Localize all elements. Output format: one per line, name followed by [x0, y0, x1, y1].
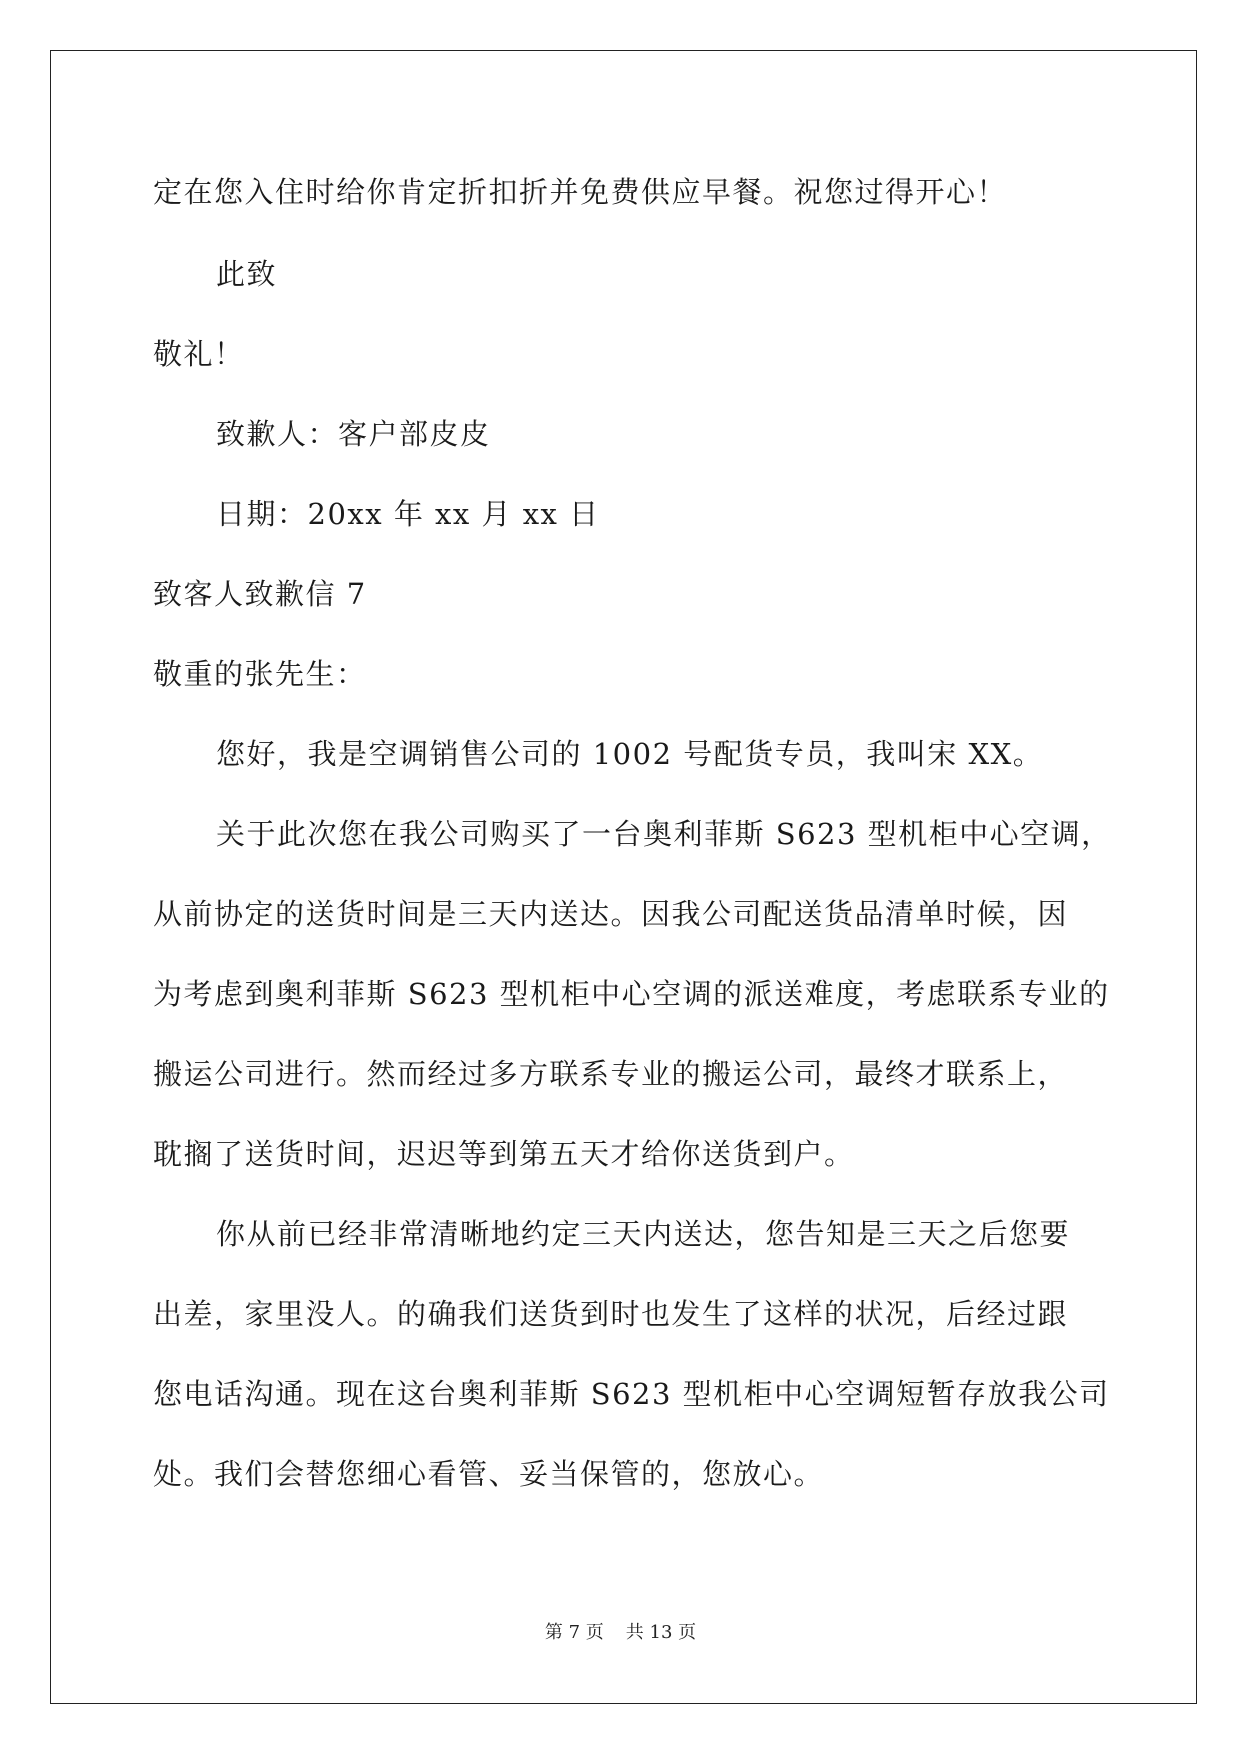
paragraph-2-line-2: 从前协定的送货时间是三天内送达。因我公司配送货品清单时候，因 [153, 897, 1069, 931]
paragraph-3-line-3: 您电话沟通。现在这台奥利菲斯 S623 型机柜中心空调短暂存放我公司 [153, 1377, 1110, 1411]
paragraph-2-line-5: 耽搁了送货时间，迟迟等到第五天才给你送货到户。 [153, 1137, 855, 1171]
paragraph-2-line-1: 关于此次您在我公司购买了一台奥利菲斯 S623 型机柜中心空调， [216, 817, 1112, 851]
paragraph-3-line-4: 处。我们会替您细心看管、妥当保管的，您放心。 [153, 1457, 825, 1491]
section-heading: 致客人致歉信 7 [153, 577, 367, 611]
paragraph-3-line-1: 你从前已经非常清晰地约定三天内送达，您告知是三天之后您要 [216, 1217, 1071, 1251]
paragraph-2-line-4: 搬运公司进行。然而经过多方联系专业的搬运公司，最终才联系上， [153, 1057, 1069, 1091]
page-footer [0, 1621, 1241, 1645]
paragraph-2-line-3: 为考虑到奥利菲斯 S623 型机柜中心空调的派送难度，考虑联系专业的 [153, 977, 1110, 1011]
paragraph-intro: 您好，我是空调销售公司的 1002 号配货专员，我叫宋 XX。 [216, 737, 1044, 771]
date-line: 日期：20xx 年 xx 月 xx 日 [216, 497, 600, 531]
letter-greeting: 敬重的张先生： [153, 657, 367, 691]
body-line-1: 定在您入住时给你肯定折扣折并免费供应早餐。祝您过得开心！ [153, 175, 1008, 209]
page-number: 第 7 页 [544, 1622, 604, 1643]
signature-line: 致歉人：客户部皮皮 [216, 417, 491, 451]
closing-salutation: 此致 [216, 257, 278, 291]
paragraph-3-line-2: 出差，家里没人。的确我们送货到时也发生了这样的状况，后经过跟 [153, 1297, 1069, 1331]
page-total: 共 13 页 [625, 1622, 697, 1643]
closing-regards: 敬礼！ [153, 337, 245, 371]
